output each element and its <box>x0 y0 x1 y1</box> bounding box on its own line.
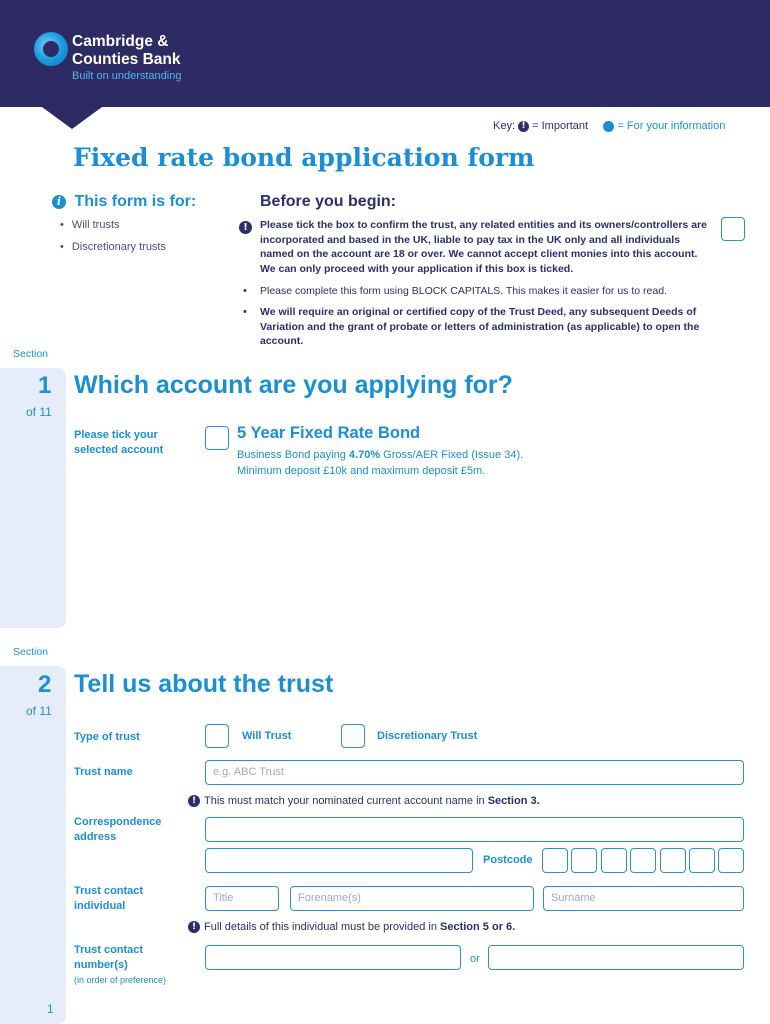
will-trust-label: Will Trust <box>242 730 292 742</box>
trust-name-input[interactable]: e.g. ABC Trust <box>205 760 744 785</box>
info-icon: i <box>52 195 66 209</box>
key-important: = Important <box>532 120 589 132</box>
contact-forename-input[interactable]: Forename(s) <box>290 886 534 911</box>
key-info: = For your information <box>617 120 726 132</box>
confirm-text: Please tick the box to confirm the trust, any related entities and its owners/controllers are incorporated and based in the UK, liable to pay tax in the UK only and all individuals named on the account are 18 or over. We cannot accept client monies into this account. We can only proceed with your application if this box is ticked. <box>260 219 707 275</box>
important-marker <box>239 219 252 237</box>
address-line2-input[interactable] <box>205 848 473 873</box>
bank-tagline: Built on understanding <box>72 70 182 82</box>
section-2-label: Section <box>13 646 49 658</box>
form-for-heading-text: This form is for: <box>74 193 197 210</box>
section-1-label: Section <box>13 348 49 360</box>
key-label: Key: <box>493 120 516 132</box>
desc-suffix: Gross/AER Fixed (Issue 34). <box>380 449 524 461</box>
section-1-of: of 11 <box>26 405 52 419</box>
order-of-preference-note: (in order of preference) <box>74 975 167 985</box>
bullet-marker: • <box>243 285 247 297</box>
tick-account-label: Please tick your selected account <box>74 429 164 456</box>
note-bold: Section 5 or 6. <box>440 921 516 933</box>
section-1-number: 1 <box>38 372 52 399</box>
contact-note <box>188 921 515 933</box>
note-text: Full details of this individual must be provided in <box>204 921 441 933</box>
page-number: 1 <box>47 1002 54 1016</box>
contact-number-1-input[interactable] <box>205 945 461 970</box>
account-checkbox[interactable] <box>205 426 229 450</box>
trust-contact-label: Trust contact individual <box>74 885 144 912</box>
section-2-number: 2 <box>38 671 52 698</box>
contact-title-input[interactable]: Title <box>205 886 279 911</box>
postcode-char-box[interactable] <box>542 848 568 873</box>
icon-key <box>493 120 725 132</box>
postcode-label: Postcode <box>483 854 533 866</box>
header-notch <box>42 107 102 129</box>
confirm-checkbox[interactable] <box>721 217 745 241</box>
block-capitals-note: Please complete this form using BLOCK CAPITALS. This makes it easier for us to read. <box>260 285 667 297</box>
trust-deed-note: We will require an original or certified copy of the Trust Deed, any subsequent Deeds of Variation and the grant of probate or letters of administration (as applicable) to open the account. <box>260 306 700 347</box>
exclamation-icon: ! <box>188 795 200 807</box>
product-description <box>237 447 523 479</box>
note-text: This must match your nominated current account name in <box>204 795 488 807</box>
bullet-marker: • <box>243 306 247 318</box>
page-header <box>0 0 770 107</box>
interest-rate: 4.70% <box>348 449 381 461</box>
will-trust-checkbox[interactable] <box>205 724 229 748</box>
list-item: • Discretionary trusts <box>60 241 166 253</box>
exclamation-icon: ! <box>518 121 529 132</box>
deposit-limits: Minimum deposit £10k and maximum deposit £5m. <box>237 465 486 477</box>
section-1-title: Which account are you applying for? <box>74 371 513 399</box>
type-of-trust-label: Type of trust <box>74 731 140 743</box>
list-item: • Will trusts <box>60 219 166 231</box>
postcode-char-box[interactable] <box>601 848 627 873</box>
form-for-list <box>60 219 166 263</box>
exclamation-icon: ! <box>188 921 200 933</box>
section-2-sidebar <box>0 666 66 1024</box>
note-bold: Section 3. <box>487 795 540 807</box>
postcode-char-box[interactable] <box>718 848 744 873</box>
product-title: 5 Year Fixed Rate Bond <box>237 424 421 442</box>
before-you-begin-heading: Before you begin: <box>260 193 397 210</box>
postcode-char-box[interactable] <box>689 848 715 873</box>
desc-prefix: Business Bond paying <box>237 449 349 461</box>
postcode-char-box[interactable] <box>630 848 656 873</box>
page-title: Fixed rate bond application form <box>73 143 535 172</box>
trust-name-note <box>188 795 540 807</box>
section-2-title: Tell us about the trust <box>74 670 334 698</box>
form-for-heading <box>52 193 196 211</box>
contact-number-2-input[interactable] <box>488 945 744 970</box>
contact-surname-input[interactable]: Surname <box>543 886 744 911</box>
contact-number-label: Trust contact number(s) <box>74 944 144 971</box>
discretionary-trust-checkbox[interactable] <box>341 724 365 748</box>
postcode-char-box[interactable] <box>660 848 686 873</box>
bank-name-line2: Counties Bank <box>72 51 181 68</box>
discretionary-trust-label: Discretionary Trust <box>377 730 478 742</box>
or-label: or <box>470 953 480 965</box>
address-line1-input[interactable] <box>205 817 744 842</box>
section-2-of: of 11 <box>26 704 52 718</box>
postcode-char-box[interactable] <box>571 848 597 873</box>
bank-logo-icon <box>34 32 68 66</box>
trust-name-label: Trust name <box>74 766 133 778</box>
info-icon: i <box>603 121 614 132</box>
bank-name <box>72 33 212 69</box>
bank-name-line1: Cambridge & <box>72 33 169 50</box>
exclamation-icon: ! <box>239 221 252 234</box>
correspondence-address-label: Correspondence address <box>74 816 162 843</box>
